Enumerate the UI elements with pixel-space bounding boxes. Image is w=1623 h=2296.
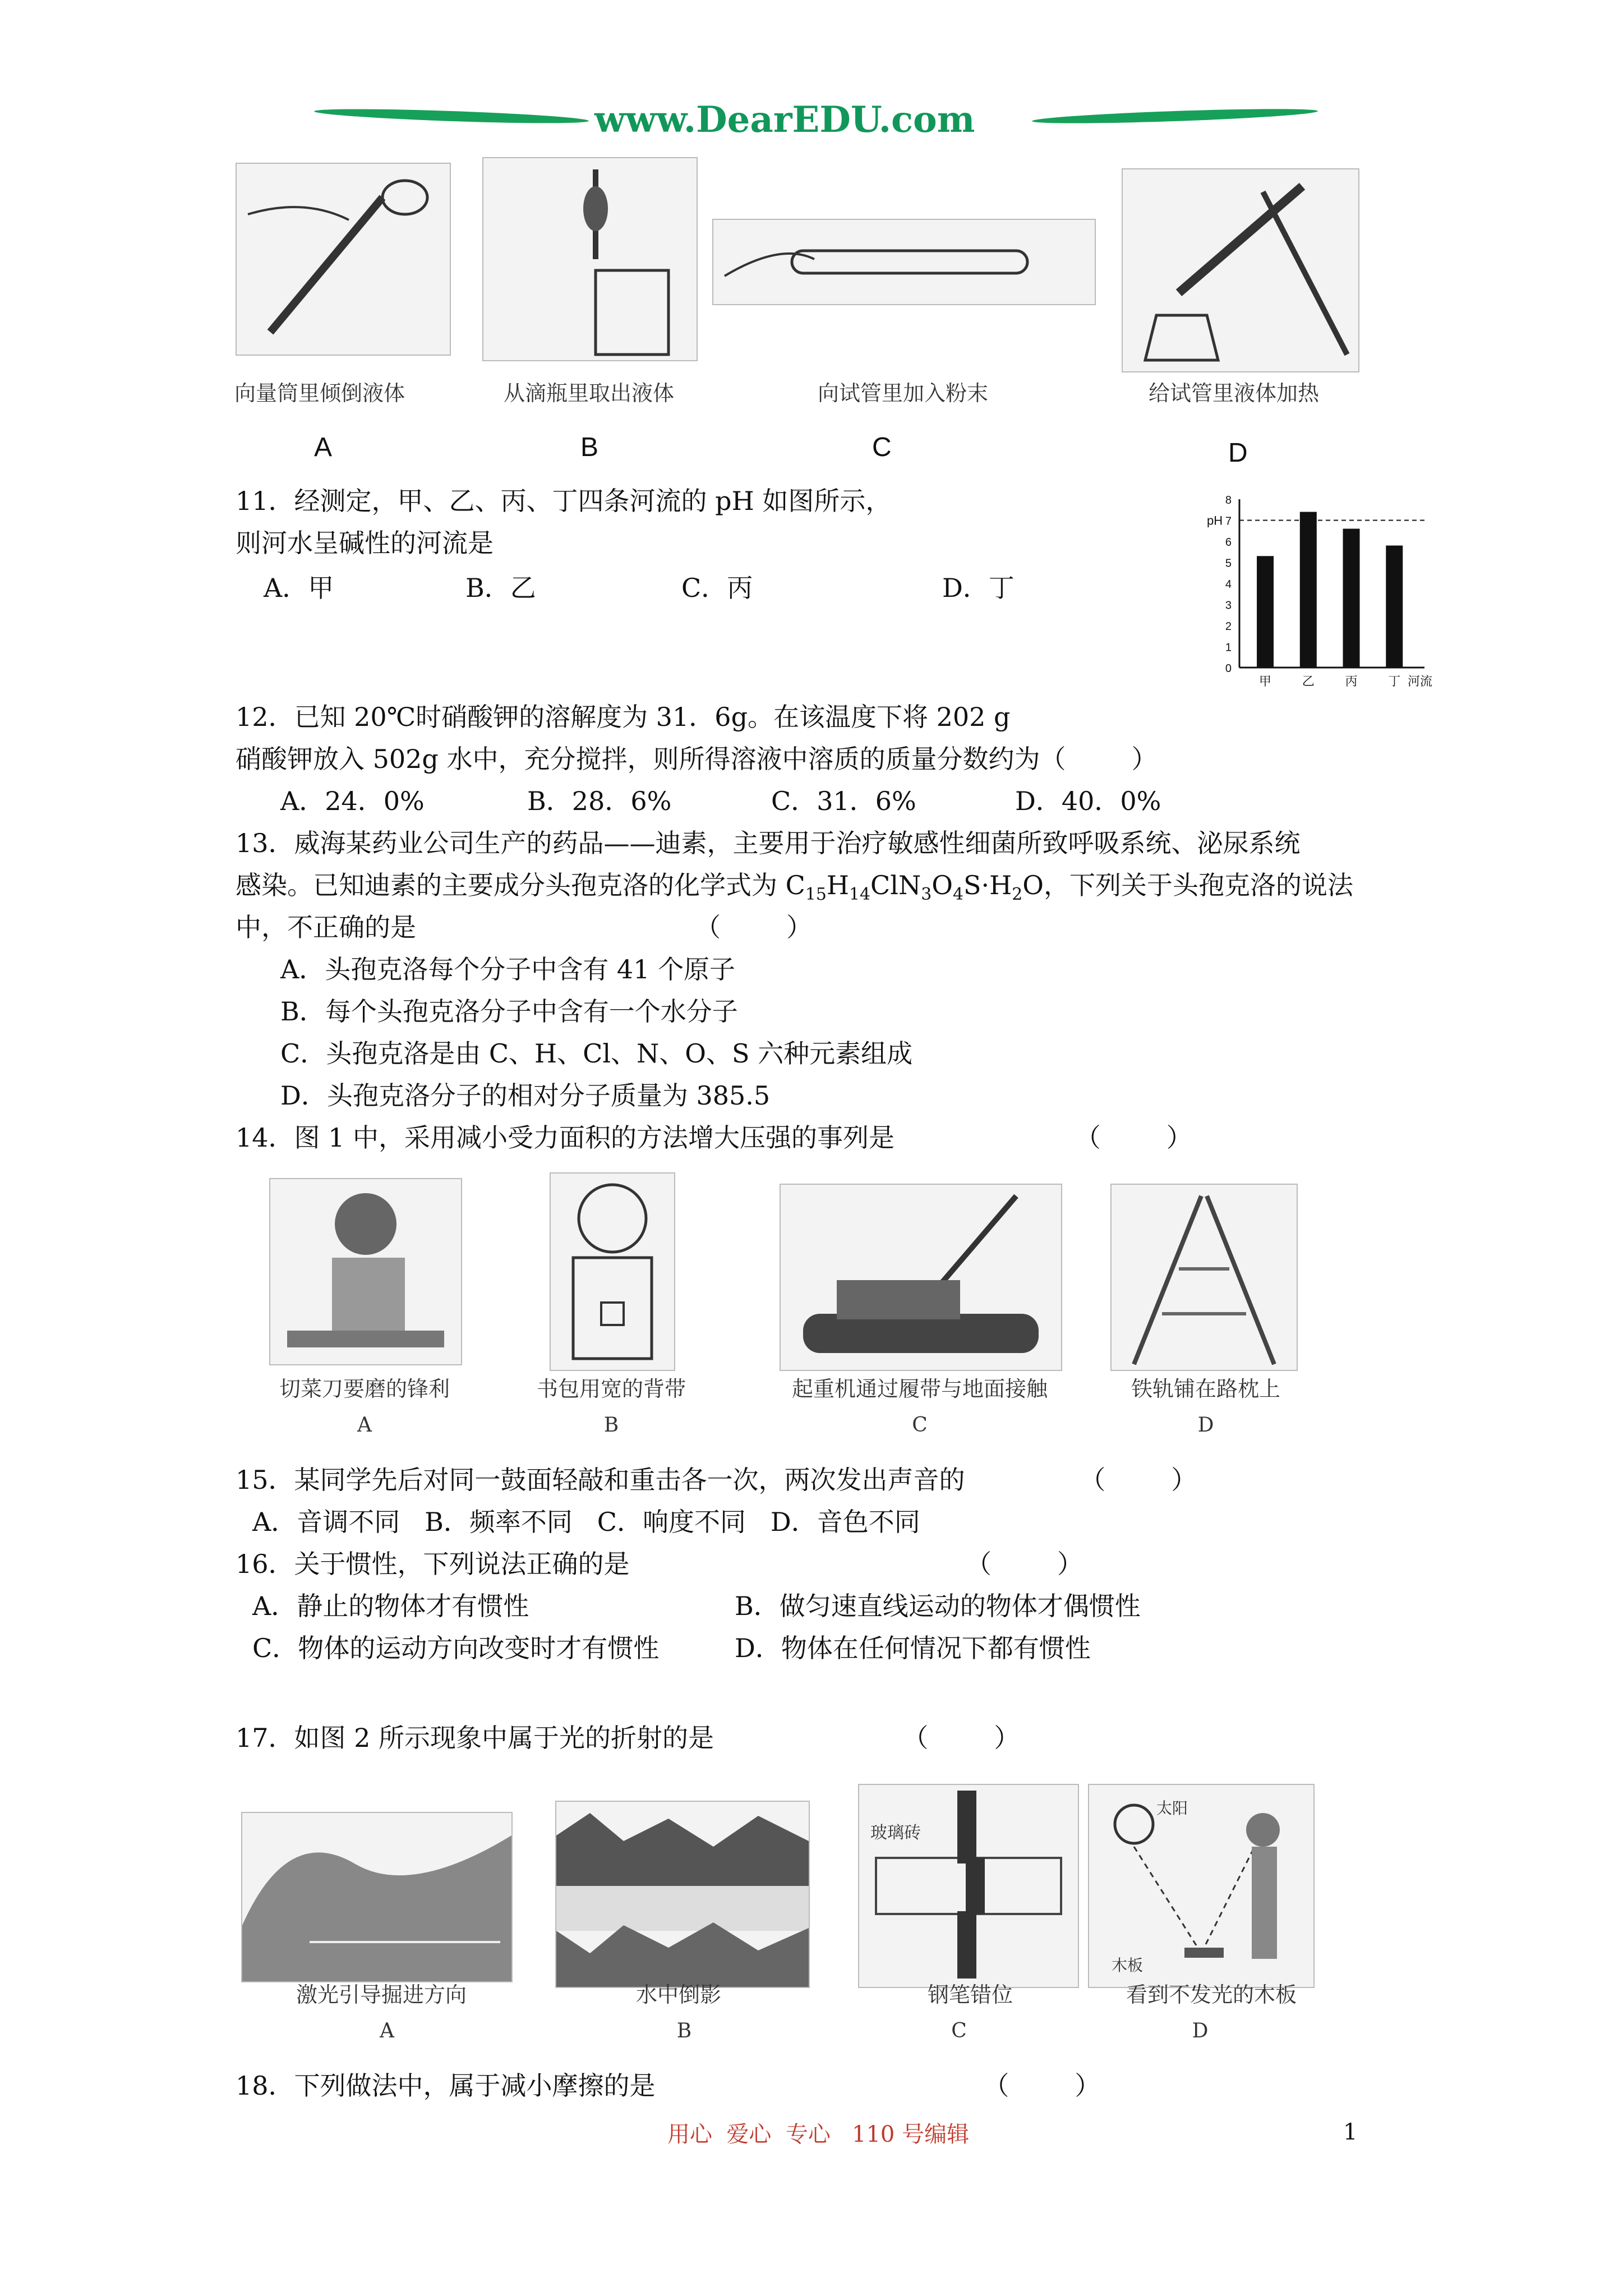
q13-line2: 感染。已知迪素的主要成分头孢克洛的化学式为 $C_{15}H_{14}ClN_3O_4S\cdot H_2O$，下列关于头孢克洛的说法: [236, 870, 1353, 905]
sun-label: 太阳: [1156, 1799, 1188, 1818]
y-tick-label: 8: [1225, 494, 1232, 507]
y-tick-label: 7: [1225, 515, 1232, 528]
x-axis-label: 河流: [1408, 675, 1433, 689]
y-tick-label: 2: [1225, 620, 1232, 633]
q11-option-d: D．丁: [942, 573, 1015, 603]
q12-option-d: D．40．0%: [1015, 786, 1161, 816]
lab-figure-a: [236, 163, 451, 356]
q14-letter-c: C: [912, 1414, 928, 1437]
brand-logo: www.DearEDU.com: [594, 99, 975, 141]
y-tick-label: 5: [1225, 557, 1232, 570]
q17-figure-c: [858, 1784, 1079, 1988]
x-tick-label: 丙: [1345, 675, 1358, 689]
lab-caption-a: 向量筒里倾倒液体: [234, 381, 405, 406]
y-axis-label: pH: [1207, 513, 1223, 528]
q17-letter-a: A: [380, 2019, 394, 2042]
q13-option-a: A．头孢克洛每个分子中含有 41 个原子: [280, 954, 735, 984]
q14-figure-d: [1110, 1184, 1298, 1371]
lab-letter-b: B: [580, 432, 599, 462]
q13-option-c: C．头孢克洛是由 C、H、Cl、N、O、S 六种元素组成: [280, 1038, 913, 1069]
q14-letter-a: A: [357, 1414, 372, 1437]
lab-letter-a: A: [314, 432, 333, 462]
q14-caption-d: 铁轨铺在路枕上: [1131, 1377, 1280, 1401]
q13-option-d: D．头孢克洛分子的相对分子质量为 385.5: [280, 1080, 771, 1111]
y-tick-label: 3: [1225, 599, 1232, 612]
lab-figure-b: [482, 157, 698, 361]
q12-line2: 硝酸钾放入 502g 水中，充分搅拌，则所得溶液中溶质的质量分数约为（ ）: [236, 744, 1158, 774]
bar-2: [1343, 529, 1360, 668]
y-tick-label: 1: [1225, 641, 1232, 654]
header-swoosh-right: [1032, 106, 1318, 126]
q13-option-b: B．每个头孢克洛分子中含有一个水分子: [280, 996, 738, 1027]
footer-text: 用心 爱心 专心 110 号编辑: [667, 2122, 970, 2147]
q11-option-b: B．乙: [465, 573, 536, 603]
y-tick-label: 0: [1225, 662, 1232, 675]
x-tick-label: 乙: [1302, 675, 1315, 689]
q11-option-a: A．甲: [264, 573, 334, 603]
q14-letter-b: B: [603, 1414, 619, 1437]
q17-figure-b: [555, 1801, 810, 1988]
q13-line3: 中，不正确的是 （ ）: [236, 912, 813, 942]
lab-caption-d: 给试管里液体加热: [1148, 381, 1319, 406]
q17-line1: 17．如图 2 所示现象中属于光的折射的是 （ ）: [236, 1723, 1020, 1753]
q17-caption-a: 激光引导掘进方向: [296, 1982, 467, 2007]
q14-letter-d: D: [1197, 1414, 1214, 1437]
q14-caption-c: 起重机通过履带与地面接触: [791, 1377, 1048, 1401]
q12-option-c: C．31．6%: [771, 786, 916, 816]
bar-3: [1386, 546, 1403, 668]
q17-caption-b: 水中倒影: [635, 1982, 721, 2007]
y-tick-label: 4: [1225, 578, 1232, 591]
q16-option-a: A．静止的物体才有惯性: [252, 1591, 529, 1621]
q14-figure-b: [550, 1172, 675, 1371]
lab-letter-d: D: [1228, 438, 1248, 468]
q17-letter-b: B: [676, 2019, 692, 2042]
bar-0: [1257, 556, 1274, 668]
header-swoosh-left: [314, 106, 589, 126]
lab-figure-d: [1122, 168, 1359, 372]
bar-1: [1300, 512, 1317, 668]
lab-letter-c: C: [872, 432, 892, 462]
lab-caption-c: 向试管里加入粉末: [817, 381, 988, 406]
q14-figure-a: [269, 1178, 462, 1365]
q14-caption-a: 切菜刀要磨的锋利: [279, 1377, 450, 1401]
q15-line1: 15．某同学先后对同一鼓面轻敲和重击各一次，两次发出声音的 （ ）: [236, 1465, 1197, 1495]
q12-option-a: A．24．0%: [280, 786, 425, 816]
q17-letter-d: D: [1192, 2019, 1209, 2042]
page-number: 1: [1343, 2119, 1358, 2145]
q12-option-b: B．28．6%: [527, 786, 672, 816]
lab-figure-c: [712, 219, 1096, 305]
q13-line1: 13．威海某药业公司生产的药品——迪素，主要用于治疗敏感性细菌所致呼吸系统、泌尿系统: [236, 828, 1301, 858]
q16-option-b: B．做匀速直线运动的物体才偶惯性: [735, 1591, 1141, 1621]
glass-brick-label: 玻璃砖: [870, 1819, 921, 1843]
q18-line1: 18．下列做法中，属于减小摩擦的是 （ ）: [236, 2070, 1101, 2101]
q17-caption-d: 看到不发光的木板: [1126, 1982, 1297, 2007]
q17-figure-a: [241, 1812, 513, 1982]
ph-bar-chart: [1206, 482, 1486, 696]
y-tick-label: 6: [1225, 536, 1232, 549]
q14-figure-c: [780, 1184, 1062, 1371]
q11-line1: 11．经测定，甲、乙、丙、丁四条河流的 pH 如图所示，: [236, 486, 892, 516]
q16-option-c: C．物体的运动方向改变时才有惯性: [252, 1633, 660, 1663]
q17-letter-c: C: [951, 2019, 967, 2042]
q17-caption-c: 钢笔错位: [927, 1982, 1013, 2007]
q17-figure-d: [1088, 1784, 1315, 1988]
q14-line1: 14．图 1 中，采用减小受力面积的方法增大压强的事列是 （ ）: [236, 1122, 1192, 1153]
q12-line1: 12．已知 20℃时硝酸钾的溶解度为 31．6g。在该温度下将 202 g: [236, 702, 1011, 732]
board-label: 木板: [1112, 1956, 1144, 1975]
q16-option-d: D．物体在任何情况下都有惯性: [735, 1633, 1091, 1663]
lab-caption-b: 从滴瓶里取出液体: [503, 381, 674, 406]
q11-line2: 则河水呈碱性的河流是: [236, 528, 494, 558]
q15-options: A．音调不同 B．频率不同 C．响度不同 D．音色不同: [252, 1507, 920, 1537]
q11-option-c: C．丙: [681, 573, 753, 603]
q16-line1: 16．关于惯性，下列说法正确的是 （ ）: [236, 1549, 1083, 1579]
x-tick-label: 甲: [1259, 675, 1272, 689]
x-tick-label: 丁: [1388, 675, 1401, 689]
q14-caption-b: 书包用宽的背带: [536, 1377, 686, 1401]
